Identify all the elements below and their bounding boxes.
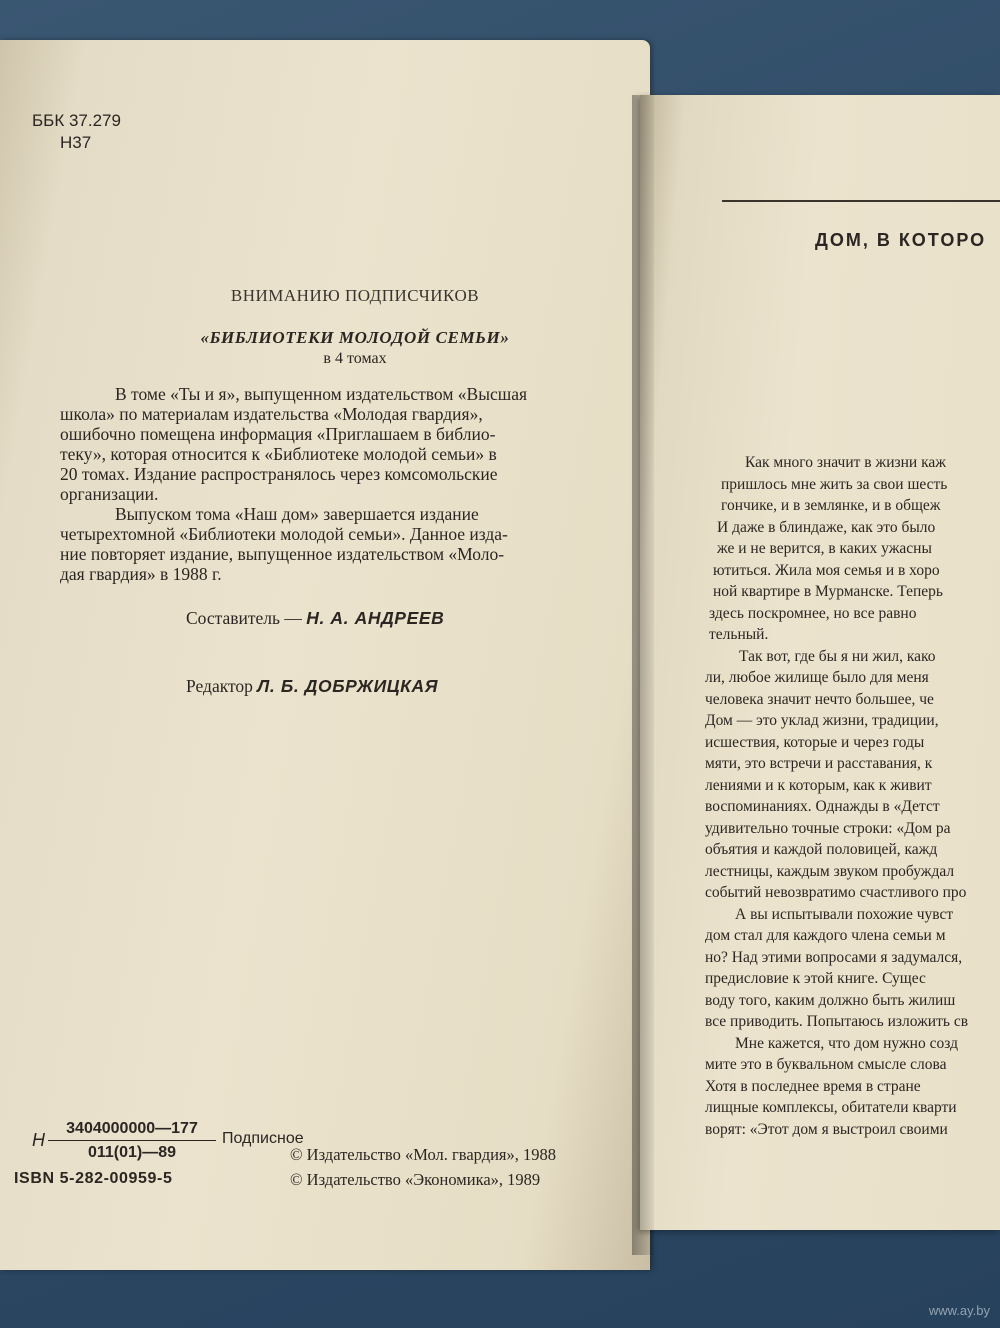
text-line: событий невозвратимо счастливого про — [705, 884, 967, 901]
text-line: гончике, и в землянке, и в общеж — [721, 497, 941, 514]
text-line: ние повторяет издание, выпущенное издательством «Моло- — [60, 544, 505, 564]
text-line: предисловие к этой книге. Сущес — [705, 970, 926, 987]
bbk-classification: ББК 37.279 — [32, 111, 121, 130]
text-line: ной квартире в Мурманске. Теперь — [713, 583, 943, 600]
editor-name: Л. Б. ДОБРЖИЦКАЯ — [257, 676, 439, 696]
text-line: Дом — это уклад жизни, традиции, — [705, 712, 939, 729]
notice-paragraph-2 — [60, 504, 578, 584]
chapter-heading: ДОМ, В КОТОРО — [815, 230, 987, 250]
text-line: Выпуском тома «Наш дом» завершается издание — [115, 504, 479, 524]
text-line: же и не верится, в каких ужасны — [717, 540, 932, 557]
text-line: лестницы, каждым звуком пробуждал — [705, 862, 955, 880]
compiler-line — [186, 608, 444, 629]
text-line: организации. — [60, 484, 159, 504]
book-gutter — [632, 95, 654, 1255]
text-line: мите это в буквальном смысле слова — [705, 1056, 947, 1073]
text-line: ворят: «Этот дом я выстроил своими — [705, 1120, 948, 1138]
text-line: Как много значит в жизни каж — [745, 454, 946, 471]
text-line: дом стал для каждого члена семьи м — [705, 927, 946, 944]
text-line: ли, любое жилище было для меня — [705, 669, 929, 686]
isbn: ISBN 5-282-00959-5 — [14, 1170, 173, 1187]
index-denominator: 011(01)—89 — [87, 1144, 177, 1161]
fraction-bar — [48, 1140, 216, 1141]
chapter-rule — [722, 200, 1000, 202]
text-line: ошибочно помещена информация «Приглашаем в библио- — [60, 424, 496, 444]
left-page — [0, 40, 650, 1270]
compiler-label: Составитель — — [186, 608, 302, 628]
text-line: тельный. — [709, 626, 769, 643]
copyright-1: © Издательство «Мол. гвардия», 1988 — [290, 1145, 557, 1164]
chapter-text — [705, 452, 968, 1140]
text-line: здесь поскромнее, но все равно — [709, 604, 917, 622]
subscription-label: Подписное — [222, 1130, 304, 1147]
text-line: все приводить. Попытаюсь изложить св — [705, 1013, 969, 1030]
text-line: лениями и к которым, как к живит — [705, 776, 932, 794]
text-line: теку», которая относится к «Библиотеке молодой семьи» в — [60, 444, 497, 464]
text-line: пришлось мне жить за свои шесть — [721, 475, 948, 493]
text-line: но? Над этими вопросами я задумался, — [705, 948, 963, 966]
index-letter: Н — [32, 1130, 45, 1150]
text-line: дая гвардия» в 1988 г. — [60, 564, 222, 584]
notice-heading: ВНИМАНИЮ ПОДПИСЧИКОВ — [230, 286, 480, 305]
series-title: «БИБЛИОТЕКИ МОЛОДОЙ СЕМЬИ» — [200, 328, 510, 347]
text-line: человека значит нечто большее, че — [705, 690, 934, 708]
text-line: Хотя в последнее время в стране — [705, 1077, 921, 1095]
compiler-name: Н. А. АНДРЕЕВ — [306, 608, 445, 628]
text-line: школа» по материалам издательства «Молодая гвардия», — [60, 404, 483, 424]
editor-line — [186, 676, 438, 697]
text-line: мяти, это встречи и расставания, к — [705, 755, 933, 772]
text-line: воду того, каким должно быть жилиш — [705, 991, 956, 1009]
text-line: Мне кажется, что дом нужно созд — [735, 1034, 958, 1052]
editor-label: Редактор — [186, 676, 253, 696]
index-numerator: 3404000000—177 — [66, 1120, 198, 1137]
text-line: исшествия, которые и через годы — [705, 733, 925, 751]
text-line: четырехтомной «Библиотеки молодой семьи». Данное изда- — [60, 524, 508, 544]
copyright-2: © Издательство «Экономика», 1989 — [290, 1170, 541, 1189]
volume-count: в 4 томах — [323, 350, 387, 367]
text-line: объятия и каждой половицей, кажд — [705, 841, 938, 858]
text-line: Так вот, где бы я ни жил, како — [739, 647, 936, 665]
bbk-block — [32, 110, 121, 154]
text-line: 20 томах. Издание распространялось через комсомольские — [60, 464, 498, 484]
bbk-author-code: Н37 — [60, 133, 92, 152]
text-line: И даже в блиндаже, как это было — [717, 518, 936, 536]
text-line: лищные комплексы, обитатели кварти — [705, 1099, 957, 1116]
text-line: воспоминаниях. Однажды в «Детст — [705, 798, 940, 815]
watermark: www.ay.by — [928, 1303, 990, 1318]
text-line: В томе «Ты и я», выпущенном издательством «Высшая — [115, 384, 528, 404]
text-line: удивительно точные строки: «Дом ра — [705, 819, 951, 837]
text-line: А вы испытывали похожие чувст — [735, 905, 954, 923]
notice-paragraph-1 — [60, 384, 578, 504]
text-line: ютиться. Жила моя семья и в хоро — [713, 561, 940, 579]
